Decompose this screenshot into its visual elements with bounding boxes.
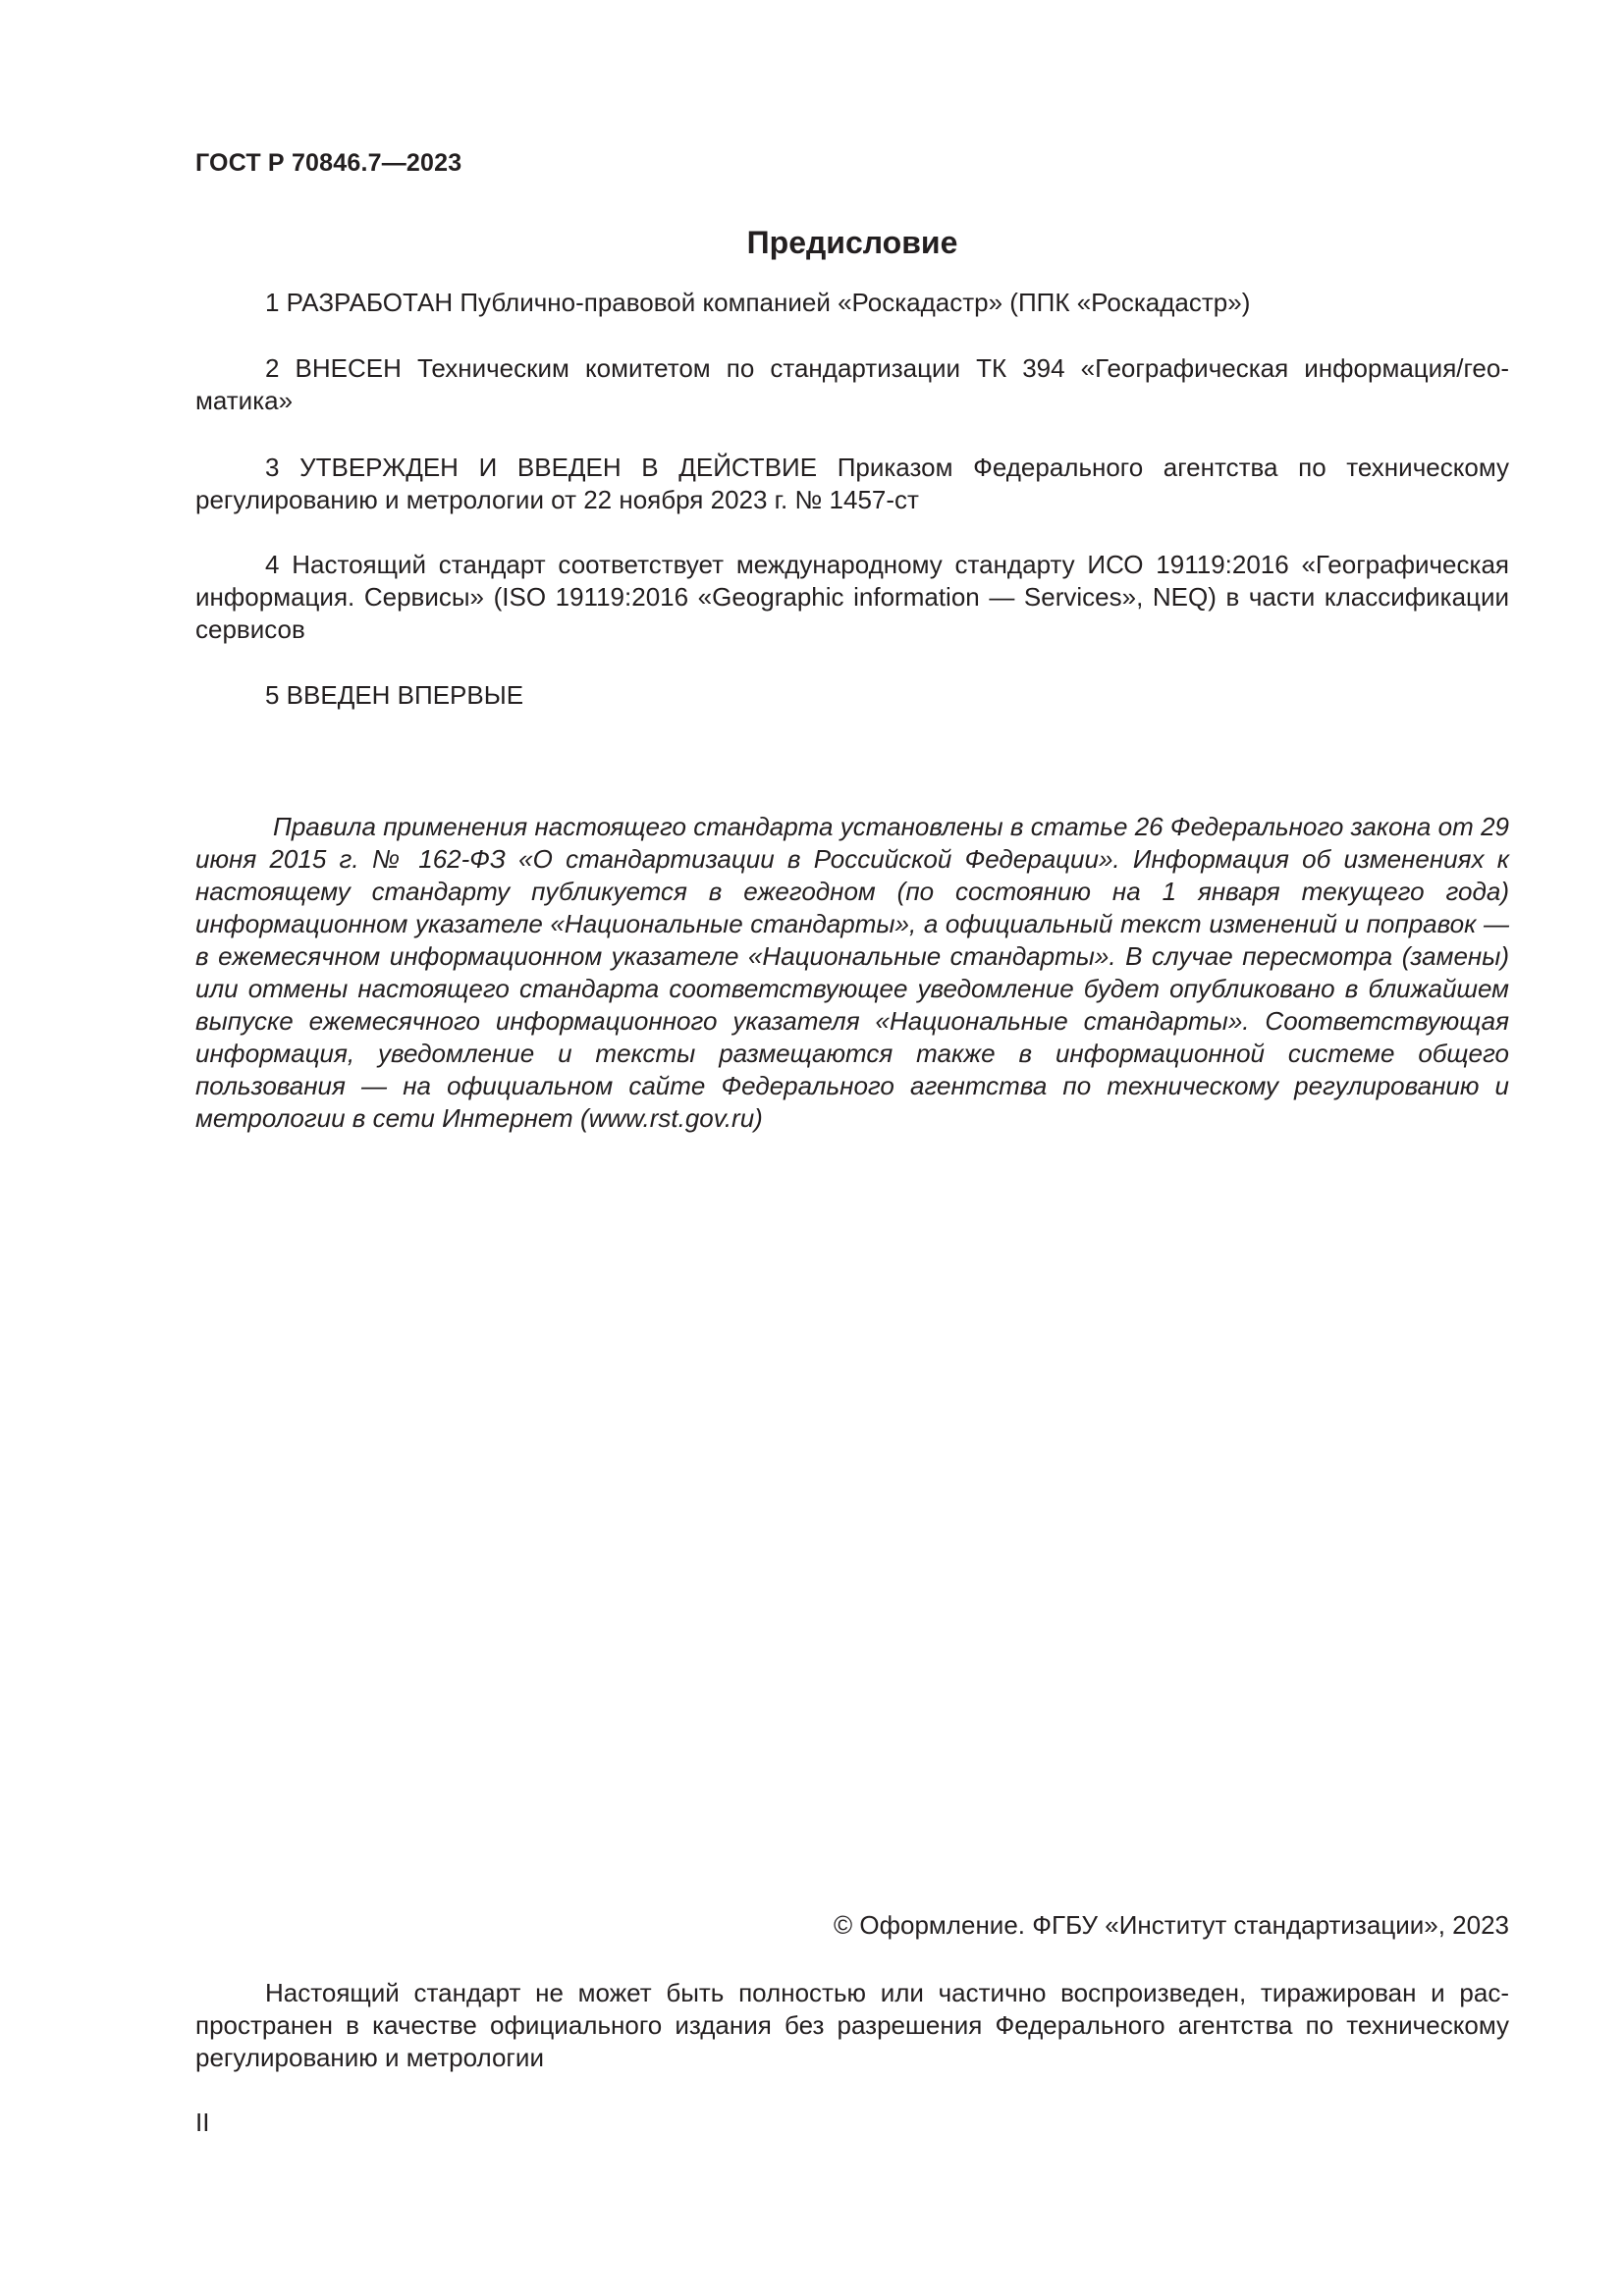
application-rules-notice: Правила применения настоящего стандарта установлены в статье 26 Федерального закона от 29 июня 2015 г. № 162-ФЗ «О стандартизации в Российской Федерации». Информация об изменениях к настоящему стандарту публикуется в ежегодном (по состоянию на 1 января текущего года) информационном указателе «Национальные стандарты», а официальный текст изменений и поправок — в ежемесячном информационном указателе «Национальные стандарты». В случае пересмотра (замены) или отмены настоящего стандарта соответствующее уведомление будет опубликовано в ближайшем выпуске ежемесячного информационного указателя «Национальные стандарты». Соответствующая информация, уведомление и тексты размещаются также в информационной системе общего пользования — на официальном сайте Федерального агентства по техническому регулированию и метрологии в сети Интернет (www.rst.gov.ru) bbox=[195, 812, 1509, 1133]
foreword-item-submitted: 2 ВНЕСЕН Техническим комитетом по стандартизации ТК 394 «Географическая информация/геоматика» bbox=[195, 353, 1509, 415]
document-code: ГОСТ Р 70846.7—2023 bbox=[195, 149, 462, 177]
page-number: II bbox=[195, 2108, 210, 2137]
section-title: Предисловие bbox=[746, 225, 958, 260]
foreword-item-developed: 1 РАЗРАБОТАН Публично-правовой компанией «Роскадастр» (ППК «Роскадастр») bbox=[265, 288, 1251, 317]
reproduction-notice: Настоящий стандарт не может быть полностью или частично воспроизведен, тиражирован и распространен в качестве официального издания без разрешения Федерального агентства по техническому регулированию и метрологии bbox=[195, 1978, 1509, 2072]
foreword-item-introduced: 5 ВВЕДЕН ВПЕРВЫЕ bbox=[265, 680, 524, 710]
foreword-item-conformity: 4 Настоящий стандарт соответствует международному стандарту ИСО 19119:2016 «Географическая информация. Сервисы» (ISO 19119:2016 «Geographic information — Services», NEQ) в части классификации сервисов bbox=[195, 550, 1509, 644]
copyright-line: © Оформление. ФГБУ «Институт стандартизации», 2023 bbox=[834, 1910, 1509, 1940]
foreword-item-approved: 3 УТВЕРЖДЕН И ВВЕДЕН В ДЕЙСТВИЕ Приказом Федерального агентства по техническому регулированию и метрологии от 22 ноября 2023 г. № 1457-ст bbox=[195, 453, 1509, 514]
